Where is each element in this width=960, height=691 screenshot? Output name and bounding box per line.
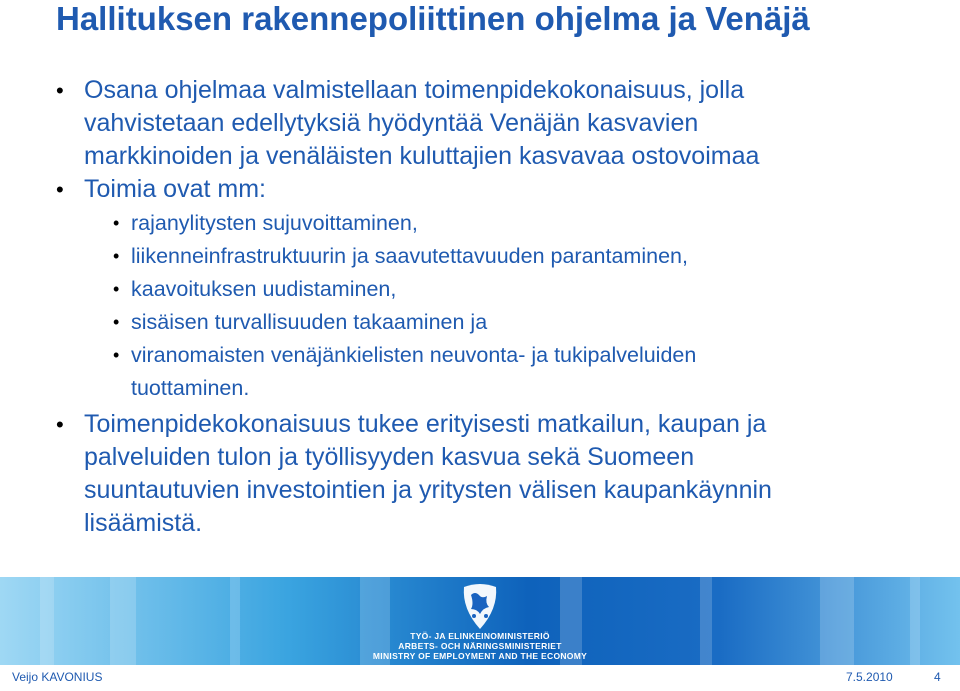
sub-bullet-icon: • [113,279,120,299]
band-stripe [110,577,136,665]
author-name: Veijo KAVONIUS [12,670,103,684]
sub-bullet-4: • sisäisen turvallisuuden takaaminen ja [56,306,936,339]
ministry-name [320,631,640,661]
bullet-3-line-3: suuntautuvien investointien ja yritysten välisen kaupankäynnin [84,476,772,504]
footer-band [0,577,960,665]
finnish-lion-emblem-icon [458,581,502,633]
bullet-icon: • [56,412,64,437]
sub-bullet-icon: • [113,312,120,332]
bullet-1-line-3: markkinoiden ja venäläisten kuluttajien kasvavaa ostovoimaa [84,142,760,170]
bullet-2-line-1: • Toimia ovat mm: [56,175,266,203]
slide-footer [0,665,960,691]
band-stripe [700,577,712,665]
band-stripe [910,577,920,665]
slide-date: 7.5.2010 [846,670,893,684]
ministry-name-sv: ARBETS- OCH NÄRINGSMINISTERIET [398,641,562,651]
band-stripe [820,577,854,665]
slide-content [56,75,936,541]
sub-bullet-icon: • [113,246,120,266]
bullet-3-line-4: lisäämistä. [84,509,203,537]
sub-bullet-2: • liikenneinfrastruktuurin ja saavutettavuuden parantaminen, [56,240,936,273]
bullet-icon: • [56,78,64,103]
sub-bullet-icon: • [113,213,120,233]
sub-bullet-1: • rajanylitysten sujuvoittaminen, [56,207,936,240]
bullet-3-line-2: palveluiden tulon ja työllisyyden kasvua sekä Suomeen [84,443,695,471]
sub-bullet-5: • viranomaisten venäjänkielisten neuvonta- ja tukipalveluiden [56,339,936,372]
bullet-3-line-1: • Toimenpidekokonaisuus tukee erityisesti matkailun, kaupan ja [56,410,767,438]
bullet-1-line-1: • Osana ohjelmaa valmistellaan toimenpidekokonaisuus, jolla [56,76,745,104]
band-stripe [230,577,240,665]
ministry-name-en: MINISTRY OF EMPLOYMENT AND THE ECONOMY [372,651,588,661]
page-number: 4 [934,670,941,684]
bullet-1-line-2: vahvistetaan edellytyksiä hyödyntää Venäjän kasvavien [84,109,699,137]
sub-bullet-icon: • [113,345,120,365]
ministry-name-fi: TYÖ- JA ELINKEINOMINISTERIÖ [410,631,550,641]
sub-bullet-3: • kaavoituksen uudistaminen, [56,273,936,306]
sub-bullet-list [56,207,936,405]
slide-title: Hallituksen rakennepoliittinen ohjelma ja Venäjä [56,0,810,37]
bullet-icon: • [56,177,64,202]
band-stripe [40,577,54,665]
sub-bullet-5-continued: tuottaminen. [131,376,250,400]
